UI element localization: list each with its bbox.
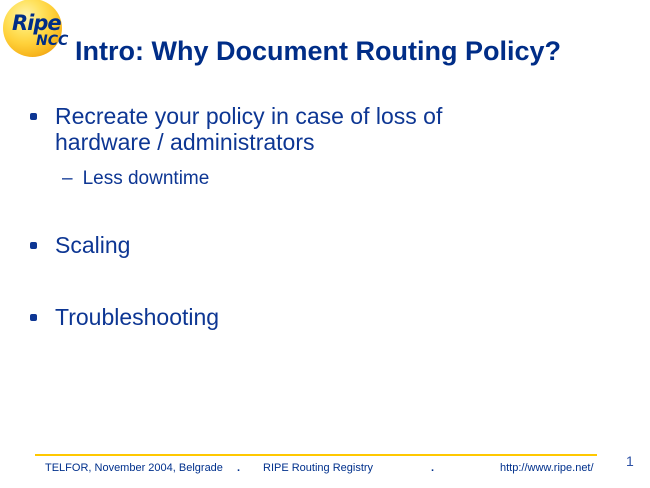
bullet-text: Recreate your policy in case of loss of hardware / administrators bbox=[55, 103, 443, 155]
footer-divider bbox=[35, 454, 597, 456]
footer-registry-text: RIPE Routing Registry bbox=[263, 462, 374, 474]
bullet-dot-icon bbox=[30, 113, 37, 120]
footer-separator-dot: . bbox=[431, 462, 435, 474]
footer-event-text: TELFOR, November 2004, Belgrade bbox=[45, 462, 223, 474]
bullet-item bbox=[30, 304, 219, 330]
footer bbox=[0, 462, 650, 478]
bullet-dot-icon bbox=[30, 314, 37, 321]
logo-ncc-text: NCC bbox=[36, 33, 69, 49]
bullet-item bbox=[30, 232, 130, 258]
footer-separator-dot: . bbox=[237, 462, 241, 474]
bullet-text: Scaling bbox=[55, 232, 131, 258]
ripe-ncc-logo bbox=[0, 0, 80, 62]
sub-bullet-item bbox=[62, 168, 209, 190]
footer-url-text: http://www.ripe.net/ bbox=[500, 462, 594, 474]
bullet-text: Troubleshooting bbox=[55, 304, 220, 330]
sub-bullet-text: Less downtime bbox=[82, 168, 210, 189]
bullet-item bbox=[30, 103, 500, 155]
sub-bullet-dash-icon: – bbox=[62, 168, 73, 189]
bullet-dot-icon bbox=[30, 242, 37, 249]
page-number: 1 bbox=[626, 453, 634, 469]
logo-ripe-text: Ripe bbox=[12, 11, 61, 35]
slide-title: Intro: Why Document Routing Policy? bbox=[75, 36, 561, 66]
